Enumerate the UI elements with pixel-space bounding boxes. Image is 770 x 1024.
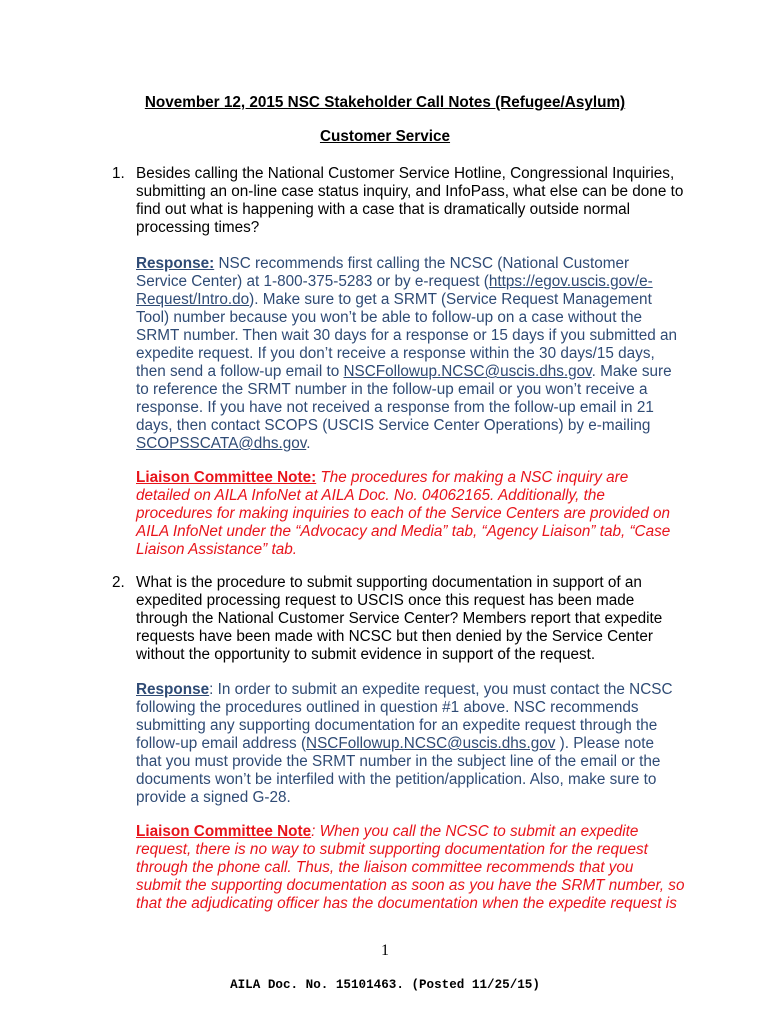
- egov-request-link[interactable]: https://egov.uscis.gov/e-: [488, 273, 653, 290]
- response-text: follow-up email address (: [136, 735, 307, 752]
- question-2-text: [136, 574, 696, 664]
- response-text: documents won’t be interfiled with the petition/application. Also, make sure to: [136, 771, 657, 788]
- question-1-text: [136, 165, 696, 237]
- question-line: expedited processing request to USCIS once this request has been made: [136, 592, 635, 609]
- ncsc-followup-email-link[interactable]: NSCFollowup.NCSC@uscis.dhs.gov: [306, 735, 556, 752]
- question-line: processing times?: [136, 219, 260, 236]
- response-label: Response:: [136, 255, 215, 272]
- response-text: that you must provide the SRMT number in the subject line of the email or the: [136, 753, 661, 770]
- question-line: What is the procedure to submit supporting documentation in support of an: [136, 574, 642, 591]
- response-text: .: [306, 435, 311, 452]
- question-2-liaison-note: [136, 823, 696, 913]
- ncsc-followup-email-link[interactable]: NSCFollowup.NCSC@uscis.dhs.gov: [343, 363, 592, 380]
- response-text: Service Center) at 1-800-375-5283 or by e-request (: [136, 273, 489, 290]
- response-text: : In order to submit an expedite request, you must contact the NCSC: [209, 681, 673, 698]
- response-label: Response: [136, 681, 210, 698]
- question-line: requests have been made with NCSC but then denied by the Service Center: [136, 628, 653, 645]
- liaison-text: Liaison Assistance” tab.: [136, 541, 297, 558]
- page-number: 1: [381, 942, 389, 959]
- response-text: SRMT number. Then wait 30 days for a response or 15 days if you submitted an: [136, 327, 678, 344]
- response-text: ). Make sure to get a SRMT (Service Request Management: [249, 291, 652, 308]
- liaison-text: that the adjudicating officer has the documentation when the expedite request is: [136, 895, 677, 912]
- question-1-number: 1.: [112, 165, 125, 182]
- question-line: submitting an on-line case status inquiry, and InfoPass, what else can be done to: [136, 183, 684, 200]
- liaison-label: Liaison Committee Note:: [136, 469, 317, 486]
- liaison-text: : When you call the NCSC to submit an expedite: [311, 823, 639, 840]
- question-line: find out what is happening with a case that is dramatically outside normal: [136, 201, 631, 218]
- liaison-text: AILA InfoNet under the “Advocacy and Media” tab, “Agency Liaison” tab, “Case: [136, 523, 671, 540]
- question-1-liaison-note: [136, 469, 696, 559]
- liaison-text: through the phone call. Thus, the liaison committee recommends that you: [136, 859, 634, 876]
- question-line: without the opportunity to submit evidence in support of the request.: [136, 646, 596, 663]
- response-text: response. If you have not received a response from the follow-up email in 21: [136, 399, 654, 416]
- liaison-text: detailed on AILA InfoNet at AILA Doc. No. 04062165. Additionally, the: [136, 487, 605, 504]
- question-line: through the National Customer Service Center? Members report that expedite: [136, 610, 663, 627]
- section-heading: Customer Service: [319, 128, 451, 145]
- response-text: days, then contact SCOPS (USCIS Service Center Operations) by e-mailing: [136, 417, 651, 434]
- liaison-text: procedures for making inquiries to each of the Service Centers are provided on: [136, 505, 670, 522]
- question-line: Besides calling the National Customer Service Hotline, Congressional Inquiries,: [136, 165, 675, 182]
- question-2-response: [136, 681, 696, 807]
- response-text: following the procedures outlined in question #1 above. NSC recommends: [136, 699, 639, 716]
- response-text: expedite request. If you don’t receive a response within the 30 days/15 days,: [136, 345, 655, 362]
- scops-email-link[interactable]: SCOPSSCATA@dhs.gov: [136, 435, 307, 452]
- egov-request-link-cont[interactable]: Request/Intro.do: [136, 291, 250, 308]
- liaison-text: The procedures for making a NSC inquiry are: [316, 469, 629, 486]
- response-text: to reference the SRMT number in the follow-up email or you won’t receive a: [136, 381, 648, 398]
- response-text: NSC recommends first calling the NCSC (National Customer: [214, 255, 630, 272]
- response-text: submitting any supporting documentation for an expedite request through the: [136, 717, 658, 734]
- response-text: then send a follow-up email to: [136, 363, 344, 380]
- response-text: Tool) number because you won’t be able to follow-up on a case without the: [136, 309, 642, 326]
- question-2-number: 2.: [112, 574, 125, 591]
- document-title: November 12, 2015 NSC Stakeholder Call Notes (Refugee/Asylum): [144, 94, 626, 111]
- liaison-text: request, there is no way to submit supporting documentation for the request: [136, 841, 648, 858]
- response-text: provide a signed G-28.: [136, 789, 291, 806]
- liaison-label: Liaison Committee Note: [136, 823, 312, 840]
- response-text: . Make sure: [591, 363, 672, 380]
- liaison-text: submit the supporting documentation as soon as you have the SRMT number, so: [136, 877, 685, 894]
- response-text: ). Please note: [555, 735, 655, 752]
- question-1-response: [136, 255, 696, 453]
- footer-doc-reference: AILA Doc. No. 15101463. (Posted 11/25/15): [230, 978, 540, 992]
